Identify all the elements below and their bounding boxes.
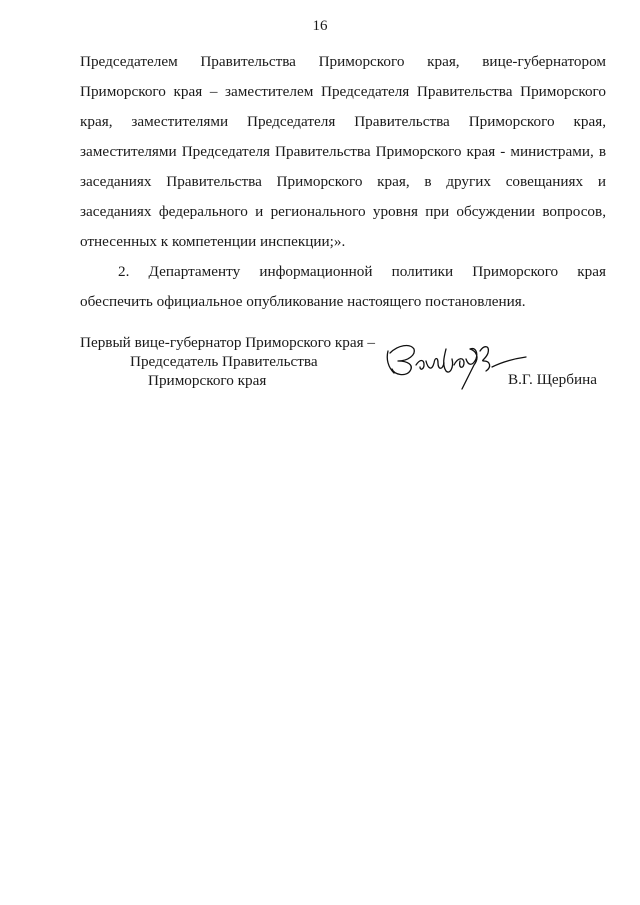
signatory-name: В.Г. Щербина <box>508 371 597 388</box>
text-line: края, заместителями Председателя Правительства Приморского края, <box>80 113 606 130</box>
text-line: отнесенных к компетенции инспекции;». <box>80 233 346 250</box>
signatory-title-line: Первый вице-губернатор Приморского края – <box>80 334 375 351</box>
signatory-title-line: Приморского края <box>148 372 267 389</box>
text-line: заседаниях Правительства Приморского края, в других совещаниях и <box>80 173 606 190</box>
signatory-title <box>80 333 375 390</box>
text-line: 2. Департаменту информационной политики Приморского края <box>118 263 606 280</box>
signatory-title-line: Председатель Правительства <box>130 353 318 370</box>
text-line: заседаниях федерального и регионального уровня при обсуждении вопросов, <box>80 203 606 220</box>
text-line: Приморского края – заместителем Председателя Правительства Приморского <box>80 83 606 100</box>
text-line: Председателем Правительства Приморского края, вице-губернатором <box>80 53 606 70</box>
page-number: 16 <box>312 18 328 34</box>
text-line: заместителями Председателя Правительства Приморского края - министрами, в <box>80 143 606 160</box>
paragraph-continuation <box>80 47 606 257</box>
document-body <box>80 47 606 317</box>
signature-block <box>80 333 610 413</box>
text-line: обеспечить официальное опубликование настоящего постановления. <box>80 293 526 310</box>
paragraph-item-2 <box>80 257 606 317</box>
